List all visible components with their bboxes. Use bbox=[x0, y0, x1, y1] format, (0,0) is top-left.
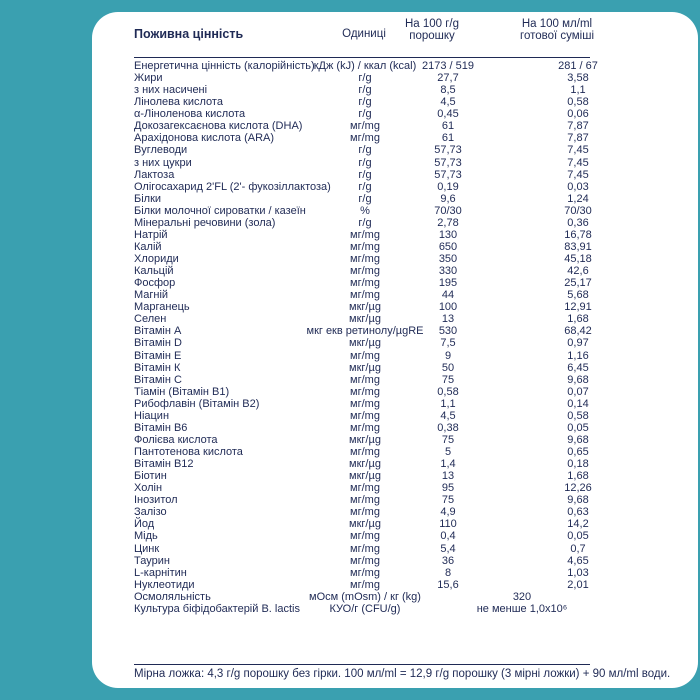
nutrient-name: Олігосахарид 2'FL (2'- фукозіллактоза) bbox=[134, 180, 331, 193]
nutrition-rows bbox=[92, 60, 698, 615]
nutrient-unit: мг/mg bbox=[350, 373, 380, 386]
value-per-100ml: 1,03 bbox=[567, 566, 589, 579]
table-row bbox=[92, 144, 698, 156]
nutrient-unit: мг/mg bbox=[350, 446, 380, 458]
value-per-100ml: 0,63 bbox=[567, 506, 589, 519]
nutrient-unit: мкг/µg bbox=[349, 301, 381, 314]
table-row bbox=[92, 72, 698, 84]
value-per-100g: 57,73 bbox=[434, 168, 462, 181]
table-row bbox=[92, 265, 698, 277]
table-row bbox=[92, 591, 698, 603]
value-per-100g: 4,5 bbox=[440, 96, 456, 109]
nutrient-name: α-Ліноленова кислота bbox=[134, 108, 246, 121]
table-row bbox=[92, 386, 698, 398]
nutrient-name: Залізо bbox=[134, 506, 167, 519]
nutrient-value-shared: не менше 1,0x10⁶ bbox=[476, 602, 568, 615]
nutrient-name: Білки bbox=[134, 192, 162, 205]
table-row bbox=[92, 337, 698, 349]
value-per-100g: 70/30 bbox=[434, 204, 462, 217]
value-per-100ml: 7,45 bbox=[567, 156, 589, 169]
header-per-100ml bbox=[507, 18, 607, 42]
value-per-100ml: 0,65 bbox=[567, 446, 589, 458]
nutrient-unit: мг/mg bbox=[350, 385, 380, 398]
table-row bbox=[92, 96, 698, 108]
nutrient-unit: мг/mg bbox=[350, 421, 380, 434]
table-row bbox=[92, 217, 698, 229]
nutrient-unit: мг/mg bbox=[350, 240, 380, 253]
table-row bbox=[92, 530, 698, 542]
value-per-100ml: 0,36 bbox=[567, 216, 589, 229]
nutrient-name: Вітамін В12 bbox=[134, 458, 194, 471]
nutrient-unit: г/g bbox=[358, 96, 372, 109]
nutrient-name: Білки молочної сироватки / казеїн bbox=[134, 204, 306, 217]
table-row bbox=[92, 470, 698, 482]
nutrient-name: Вітамін Е bbox=[134, 349, 182, 362]
value-per-100ml: 0,58 bbox=[567, 409, 589, 422]
value-per-100ml: 9,68 bbox=[567, 494, 589, 507]
value-per-100ml: 12,26 bbox=[564, 482, 592, 495]
value-per-100g: 1,4 bbox=[440, 458, 456, 471]
nutrient-unit: мг/mg bbox=[350, 494, 380, 507]
nutrient-name: Вітамін К bbox=[134, 361, 181, 374]
value-per-100g: 8,5 bbox=[440, 84, 456, 97]
value-per-100g: 9 bbox=[444, 349, 452, 362]
value-per-100g: 0,19 bbox=[437, 180, 459, 193]
header-divider bbox=[134, 57, 590, 58]
value-per-100g: 130 bbox=[438, 228, 458, 241]
value-per-100g: 95 bbox=[441, 482, 455, 495]
value-per-100g: 2173 / 519 bbox=[422, 60, 474, 72]
nutrient-unit: г/g bbox=[358, 156, 372, 169]
nutrient-unit: г/g bbox=[358, 180, 372, 193]
table-row bbox=[92, 289, 698, 301]
nutrient-unit: г/g bbox=[358, 72, 372, 85]
nutrient-name: Нуклеотиди bbox=[134, 578, 195, 591]
table-row bbox=[92, 157, 698, 169]
value-per-100g: 57,73 bbox=[434, 156, 462, 169]
value-per-100g: 0,4 bbox=[440, 530, 456, 543]
nutrient-name: Ніацин bbox=[134, 409, 170, 422]
nutrient-name: Жири bbox=[134, 72, 163, 85]
header-per-100g-line1: На 100 г/g bbox=[404, 18, 460, 30]
nutrition-card bbox=[92, 12, 698, 688]
nutrient-name: Натрій bbox=[134, 228, 168, 241]
nutrient-name: Арахідонова кислота (ARA) bbox=[134, 132, 275, 145]
nutrient-name: Селен bbox=[134, 313, 167, 326]
nutrient-unit: мг/mg bbox=[350, 120, 380, 133]
value-per-100g: 5,4 bbox=[440, 542, 456, 555]
nutrient-unit: мг/mg bbox=[350, 566, 380, 579]
header-per-100ml-line1: На 100 мл/ml bbox=[521, 18, 593, 30]
nutrient-name: Цинк bbox=[134, 542, 160, 555]
table-row bbox=[92, 313, 698, 325]
nutrient-name: Калій bbox=[134, 240, 162, 253]
value-per-100ml: 0,7 bbox=[570, 542, 586, 555]
nutrient-name: Рибофлавін (Вітамін В2) bbox=[134, 397, 260, 410]
nutrient-unit: г/g bbox=[358, 192, 372, 205]
table-row bbox=[92, 84, 698, 96]
value-per-100ml: 281 / 67 bbox=[558, 60, 598, 72]
nutrient-name: Вуглеводи bbox=[134, 144, 188, 157]
table-row bbox=[92, 132, 698, 144]
value-per-100g: 0,58 bbox=[437, 385, 459, 398]
table-row bbox=[92, 374, 698, 386]
nutrient-name: Мідь bbox=[134, 530, 158, 543]
table-row bbox=[92, 446, 698, 458]
value-per-100g: 61 bbox=[441, 132, 455, 145]
nutrient-unit: мкг/µg bbox=[349, 361, 381, 374]
nutrient-unit: г/g bbox=[358, 108, 372, 121]
header-per-100g-line2: порошку bbox=[409, 30, 455, 42]
nutrient-name: Марганець bbox=[134, 301, 190, 314]
value-per-100g: 36 bbox=[441, 554, 455, 567]
value-per-100g: 27,7 bbox=[437, 72, 459, 85]
value-per-100g: 2,78 bbox=[437, 216, 459, 229]
nutrient-name: Енергетична цінність (калорійність) bbox=[134, 60, 315, 72]
nutrient-unit: мкг екв ретинолу/µgRE bbox=[306, 325, 424, 338]
value-per-100g: 75 bbox=[441, 433, 455, 446]
value-per-100ml: 7,45 bbox=[567, 144, 589, 157]
nutrient-name: Хлориди bbox=[134, 253, 179, 265]
table-row bbox=[92, 458, 698, 470]
table-row bbox=[92, 108, 698, 120]
nutrient-unit: мг/mg bbox=[350, 578, 380, 591]
nutrient-name: Тіамін (Вітамін В1) bbox=[134, 385, 230, 398]
value-per-100g: 4,5 bbox=[440, 409, 456, 422]
value-per-100ml: 42,6 bbox=[567, 265, 589, 278]
table-row bbox=[92, 410, 698, 422]
value-per-100ml: 0,14 bbox=[567, 397, 589, 410]
nutrient-unit: мг/mg bbox=[350, 409, 380, 422]
table-row bbox=[92, 350, 698, 362]
nutrient-unit: мг/mg bbox=[350, 289, 380, 302]
nutrient-name: Магній bbox=[134, 289, 169, 302]
nutrient-unit: мкг/µg bbox=[349, 337, 381, 350]
value-per-100ml: 68,42 bbox=[564, 325, 592, 338]
value-per-100ml: 12,91 bbox=[564, 301, 592, 314]
value-per-100ml: 4,65 bbox=[567, 554, 589, 567]
nutrient-unit: мг/mg bbox=[350, 397, 380, 410]
table-row bbox=[92, 543, 698, 555]
nutrient-unit: мкг/µg bbox=[349, 470, 381, 483]
nutrient-unit: мг/mg bbox=[350, 506, 380, 519]
table-row bbox=[92, 567, 698, 579]
value-per-100ml: 2,01 bbox=[567, 578, 589, 591]
table-row bbox=[92, 398, 698, 410]
nutrient-unit: г/g bbox=[358, 216, 372, 229]
value-per-100ml: 16,78 bbox=[564, 228, 592, 241]
table-row bbox=[92, 434, 698, 446]
nutrient-name: Мінеральні речовини (зола) bbox=[134, 216, 276, 229]
value-per-100ml: 1,68 bbox=[567, 313, 589, 326]
value-per-100ml: 0,05 bbox=[567, 530, 589, 543]
table-row bbox=[92, 603, 698, 615]
value-per-100g: 195 bbox=[438, 277, 458, 290]
table-row bbox=[92, 277, 698, 289]
header-nutrient: Поживна цінність bbox=[134, 27, 244, 41]
nutrient-unit: мг/mg bbox=[350, 349, 380, 362]
nutrient-unit: % bbox=[360, 204, 370, 217]
value-per-100g: 50 bbox=[441, 361, 455, 374]
table-row bbox=[92, 169, 698, 181]
value-per-100g: 57,73 bbox=[434, 144, 462, 157]
nutrient-unit: мг/mg bbox=[350, 132, 380, 145]
nutrient-unit: мг/mg bbox=[350, 530, 380, 543]
value-per-100g: 75 bbox=[441, 494, 455, 507]
value-per-100g: 13 bbox=[441, 470, 455, 483]
value-per-100g: 75 bbox=[441, 373, 455, 386]
nutrient-unit: кДж (kJ) / ккал (kcal) bbox=[313, 60, 417, 72]
value-per-100ml: 0,07 bbox=[567, 385, 589, 398]
header-per-100g bbox=[392, 18, 472, 42]
value-per-100ml: 5,68 bbox=[567, 289, 589, 302]
value-per-100ml: 0,18 bbox=[567, 458, 589, 471]
table-row bbox=[92, 579, 698, 591]
table-row bbox=[92, 518, 698, 530]
value-per-100ml: 1,24 bbox=[567, 192, 589, 205]
value-per-100g: 0,38 bbox=[437, 421, 459, 434]
table-row bbox=[92, 494, 698, 506]
value-per-100g: 61 bbox=[441, 120, 455, 133]
value-per-100g: 15,6 bbox=[437, 578, 459, 591]
table-row bbox=[92, 362, 698, 374]
value-per-100g: 100 bbox=[438, 301, 458, 314]
nutrient-unit: мг/mg bbox=[350, 253, 380, 265]
nutrient-name: Таурин bbox=[134, 554, 170, 567]
table-row bbox=[92, 325, 698, 337]
nutrient-name: Культура біфідобактерій B. lactis bbox=[134, 602, 300, 615]
header-per-100ml-line2: готової суміші bbox=[520, 30, 594, 42]
nutrient-name: Лінолева кислота bbox=[134, 96, 223, 109]
value-per-100ml: 9,68 bbox=[567, 373, 589, 386]
nutrient-unit: мг/mg bbox=[350, 265, 380, 278]
nutrient-name: Йод bbox=[134, 518, 155, 531]
value-per-100ml: 14,2 bbox=[567, 518, 589, 531]
table-row bbox=[92, 241, 698, 253]
value-per-100ml: 7,87 bbox=[567, 132, 589, 145]
value-per-100ml: 1,16 bbox=[567, 349, 589, 362]
value-per-100ml: 9,68 bbox=[567, 433, 589, 446]
value-per-100ml: 0,05 bbox=[567, 421, 589, 434]
value-per-100g: 530 bbox=[438, 325, 458, 338]
nutrient-name: з них насичені bbox=[134, 84, 208, 97]
table-row bbox=[92, 253, 698, 265]
value-per-100g: 110 bbox=[439, 518, 457, 531]
nutrient-name: Вітамін D bbox=[134, 337, 182, 350]
value-per-100ml: 1,68 bbox=[567, 470, 589, 483]
value-per-100g: 4,9 bbox=[440, 506, 456, 519]
nutrient-unit: мг/mg bbox=[350, 554, 380, 567]
nutrient-name: Вітамін В6 bbox=[134, 421, 188, 434]
nutrient-unit: мОсм (mOsm) / кг (kg) bbox=[309, 590, 421, 603]
nutrient-name: з них цукри bbox=[134, 156, 192, 169]
nutrient-unit: мг/mg bbox=[350, 482, 380, 495]
nutrient-name: Вітамін С bbox=[134, 373, 182, 386]
nutrient-unit: г/g bbox=[358, 144, 372, 157]
value-per-100g: 44 bbox=[441, 289, 455, 302]
nutrient-name: Фолієва кислота bbox=[134, 433, 218, 446]
value-per-100ml: 6,45 bbox=[567, 361, 589, 374]
nutrient-unit: мкг/µg bbox=[349, 433, 381, 446]
table-row bbox=[92, 120, 698, 132]
value-per-100g: 330 bbox=[438, 265, 458, 278]
table-row bbox=[92, 506, 698, 518]
table-row bbox=[92, 181, 698, 193]
nutrient-name: Інозитол bbox=[134, 494, 178, 507]
scoop-note: Мірна ложка: 4,3 г/g порошку без гірки. 100 мл/ml = 12,9 г/g порошку (3 мірні ложки) + 90 мл/ml води. bbox=[134, 668, 671, 680]
nutrient-name: Холін bbox=[134, 482, 163, 495]
value-per-100ml: 70/30 bbox=[564, 204, 592, 217]
nutrient-name: Вітамін А bbox=[134, 325, 182, 338]
table-row bbox=[92, 482, 698, 494]
value-per-100ml: 25,17 bbox=[564, 277, 592, 290]
nutrient-unit: мкг/µg bbox=[349, 313, 381, 326]
value-per-100g: 13 bbox=[441, 313, 455, 326]
nutrient-unit: г/g bbox=[358, 168, 372, 181]
value-per-100ml: 7,45 bbox=[567, 168, 589, 181]
value-per-100ml: 83,91 bbox=[564, 240, 592, 253]
nutrient-name: L-карнітин bbox=[134, 566, 187, 579]
nutrient-unit: мг/mg bbox=[350, 542, 380, 555]
table-row bbox=[92, 229, 698, 241]
nutrient-name: Лактоза bbox=[134, 168, 175, 181]
value-per-100g: 650 bbox=[438, 240, 458, 253]
table-row bbox=[92, 301, 698, 313]
nutrient-name: Кальцій bbox=[134, 265, 174, 278]
nutrient-name: Осмоляльність bbox=[134, 590, 211, 603]
table-header bbox=[92, 14, 698, 58]
nutrient-unit: г/g bbox=[358, 84, 372, 97]
nutrient-name: Пантотенова кислота bbox=[134, 446, 243, 458]
header-units: Одиниці bbox=[342, 28, 386, 40]
value-per-100g: 7,5 bbox=[440, 337, 456, 350]
value-per-100g: 8 bbox=[444, 566, 452, 579]
nutrient-name: Фосфор bbox=[134, 277, 176, 290]
value-per-100ml: 7,87 bbox=[567, 120, 589, 133]
nutrient-value-shared: 320 bbox=[512, 590, 532, 603]
nutrient-name: Докозагексаєнова кислота (DHA) bbox=[134, 120, 303, 133]
value-per-100g: 0,45 bbox=[437, 108, 459, 121]
value-per-100g: 9,6 bbox=[440, 192, 456, 205]
nutrient-unit: мг/mg bbox=[350, 277, 380, 290]
value-per-100ml: 1,1 bbox=[570, 84, 586, 97]
nutrient-unit: мкг/µg bbox=[349, 458, 381, 471]
table-row bbox=[92, 60, 698, 72]
value-per-100ml: 0,97 bbox=[567, 337, 589, 350]
table-row bbox=[92, 193, 698, 205]
value-per-100ml: 0,58 bbox=[567, 96, 589, 109]
value-per-100g: 1,1 bbox=[440, 397, 456, 410]
nutrient-unit: КУО/г (CFU/g) bbox=[329, 602, 401, 615]
nutrient-name: Біотин bbox=[134, 470, 167, 483]
value-per-100g: 350 bbox=[438, 253, 458, 265]
footer-divider bbox=[134, 664, 590, 665]
value-per-100ml: 45,18 bbox=[564, 253, 592, 265]
table-row bbox=[92, 555, 698, 567]
value-per-100ml: 0,06 bbox=[567, 108, 589, 121]
value-per-100g: 5 bbox=[444, 446, 452, 458]
table-row bbox=[92, 422, 698, 434]
nutrient-unit: мг/mg bbox=[350, 228, 380, 241]
nutrient-unit: мкг/µg bbox=[349, 518, 381, 531]
table-row bbox=[92, 205, 698, 217]
value-per-100ml: 0,03 bbox=[567, 180, 589, 193]
value-per-100ml: 3,58 bbox=[567, 72, 589, 85]
